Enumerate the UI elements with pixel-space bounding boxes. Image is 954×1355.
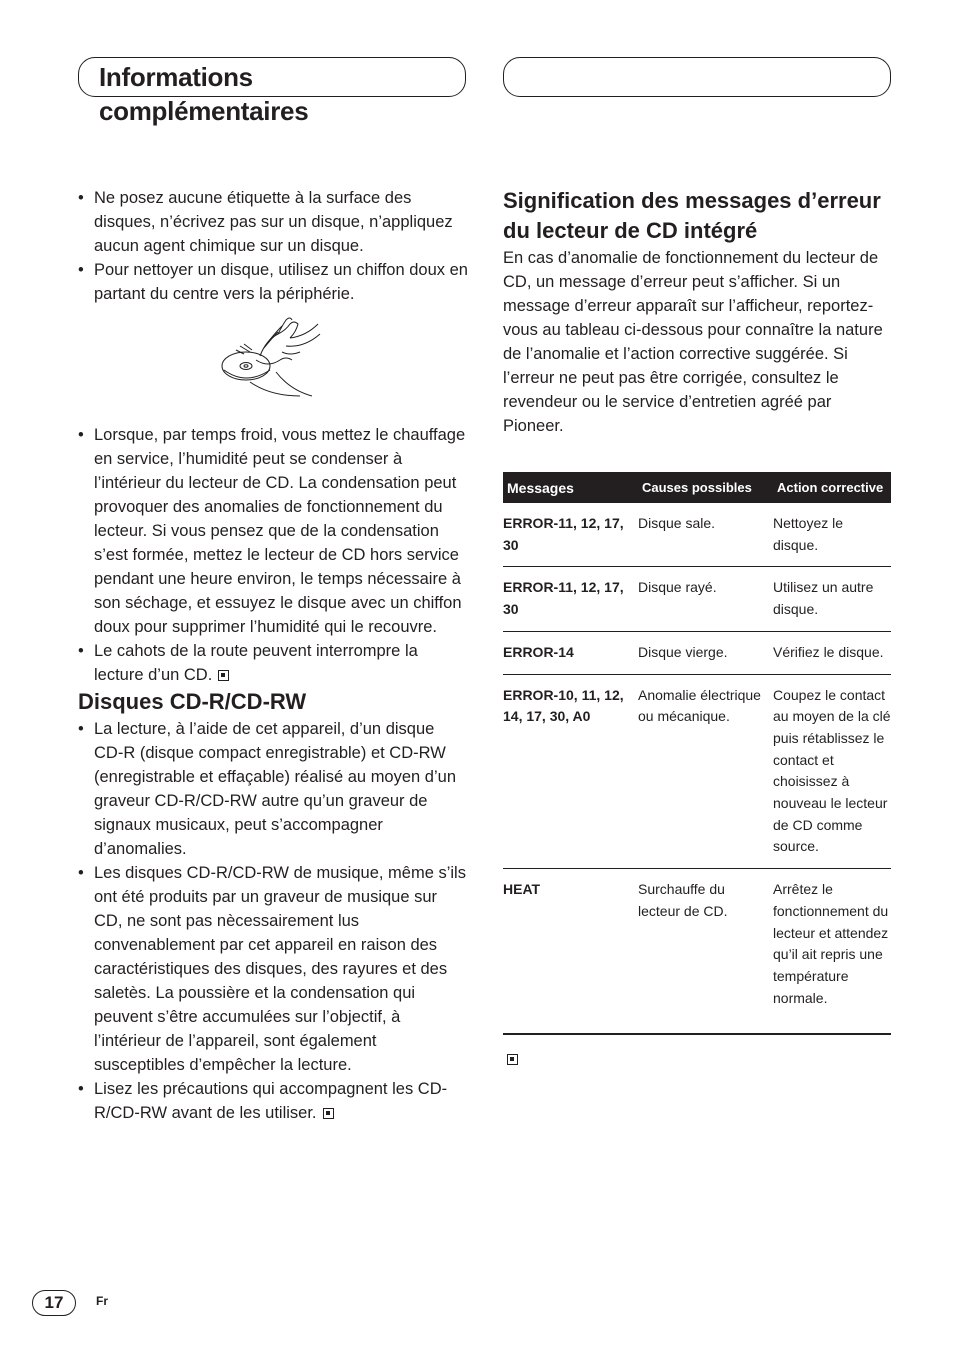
cell-cause: Disque sale. [638, 503, 773, 567]
list-item: • Les disques CD-R/CD-RW de musique, même s’ils ont été produits par un graveur de musique sur CD, ne sont pas nècessairement lus convenablement par cet appareil en raison des caractéristiques des disques, des rayures et des saletès. La poussière et la condensation qui peuvent s’être accumulées sur l’objectif, à l’intérieur de l’appareil, sont également susceptibles d’empêcher la lecture. [78, 861, 468, 1077]
error-messages-heading: Signification des messages d’erreur du lecteur de CD intégré [503, 188, 881, 243]
table-row [503, 503, 891, 567]
column-header-action: Action corrective [773, 472, 891, 503]
table-row [503, 567, 891, 631]
cell-message: ERROR-11, 12, 17, 30 [503, 503, 638, 567]
cell-message: HEAT [503, 869, 638, 1035]
list-item: • Ne posez aucune étiquette à la surface des disques, n’écrivez pas sur un disque, n’appliquez aucun agent chimique sur un disque. [78, 186, 468, 258]
list-item [78, 639, 468, 687]
cdr-bullets [78, 717, 468, 1125]
column-header-messages: Messages [503, 472, 638, 503]
table-header-row [503, 472, 891, 503]
cell-message: ERROR-14 [503, 631, 638, 674]
care-bullets [78, 186, 468, 306]
cell-action: Utilisez un autre disque. [773, 567, 891, 631]
cell-action: Coupez le contact au moyen de la clé puis rétablissez le contact et choisissez à nouveau le lecteur de CD comme source. [773, 674, 891, 869]
cell-cause: Disque rayé. [638, 567, 773, 631]
cell-cause: Anomalie électrique ou mécanique. [638, 674, 773, 869]
table-end-marker [503, 1051, 891, 1069]
table-row [503, 869, 891, 1035]
end-of-section-icon [507, 1054, 518, 1065]
language-code: Fr [96, 1294, 108, 1308]
disc-cleaning-illustration [220, 316, 324, 398]
error-intro-paragraph: En cas d’anomalie de fonctionnement du lecteur de CD, un message d’erreur peut s’afficher. Si un message d’erreur apparaît sur l’afficheur, reportez-vous au tableau ci-dessous pour connaître la nature de l’anomalie et l’action corrective suggérée. Si l’erreur ne peut pas être corrigée, consultez le revendeur ou le service d’entretien agréé par Pioneer. [503, 249, 883, 435]
section-title: Informations complémentaires [99, 62, 309, 126]
list-item: • Pour nettoyer un disque, utilisez un chiffon doux en partant du centre vers la périphérie. [78, 258, 468, 306]
cell-action: Nettoyez le disque. [773, 503, 891, 567]
list-item-text: Lisez les précautions qui accompagnent les CD-R/CD-RW avant de les utiliser. [94, 1080, 448, 1122]
cell-action: Vérifiez le disque. [773, 631, 891, 674]
list-item: • Lorsque, par temps froid, vous mettez le chauffage en service, l’humidité peut se condenser à l’intérieur du lecteur de CD. La condensation peut provoquer des anomalies de fonctionnement du lecteur. Si vous pensez que de la condensation s’est formée, mettez le lecteur de CD hors service pendant une heure environ, le temps nécessaire à son séchage, et essuyez le disque avec un chiffon doux pour supprimer l’humidité qui le recouvre. [78, 423, 468, 639]
list-item-text: Le cahots de la route peuvent interrompre la lecture d’un CD. [94, 642, 418, 684]
disques-heading: Disques CD-R/CD-RW [78, 689, 307, 714]
list-item: • La lecture, à l’aide de cet appareil, d’un disque CD-R (disque compact enregistrable) et CD-RW (enregistrable et effaçable) réalisé au moyen d’un graveur CD-R/CD-RW autre qu’un graveur de signaux musicaux, peut s’accompagner d’anomalies. [78, 717, 468, 861]
cell-cause: Disque vierge. [638, 631, 773, 674]
right-column [503, 186, 891, 1069]
end-of-section-icon [218, 670, 229, 681]
error-table [503, 472, 891, 1035]
cell-message: ERROR-10, 11, 12, 14, 17, 30, A0 [503, 674, 638, 869]
section-tab-empty [503, 57, 891, 97]
table-row [503, 631, 891, 674]
table-row [503, 674, 891, 869]
page-number: 17 [32, 1290, 76, 1316]
list-item [78, 1077, 468, 1125]
section-tab [78, 57, 466, 126]
left-column [78, 186, 468, 1125]
column-header-causes: Causes possibles [638, 472, 773, 503]
cell-message: ERROR-11, 12, 17, 30 [503, 567, 638, 631]
end-of-section-icon [323, 1108, 334, 1119]
cell-cause: Surchauffe du lecteur de CD. [638, 869, 773, 1035]
condensation-bullets [78, 423, 468, 687]
cell-action: Arrêtez le fonctionnement du lecteur et attendez qu’il ait repris une température normale. [773, 869, 891, 1035]
